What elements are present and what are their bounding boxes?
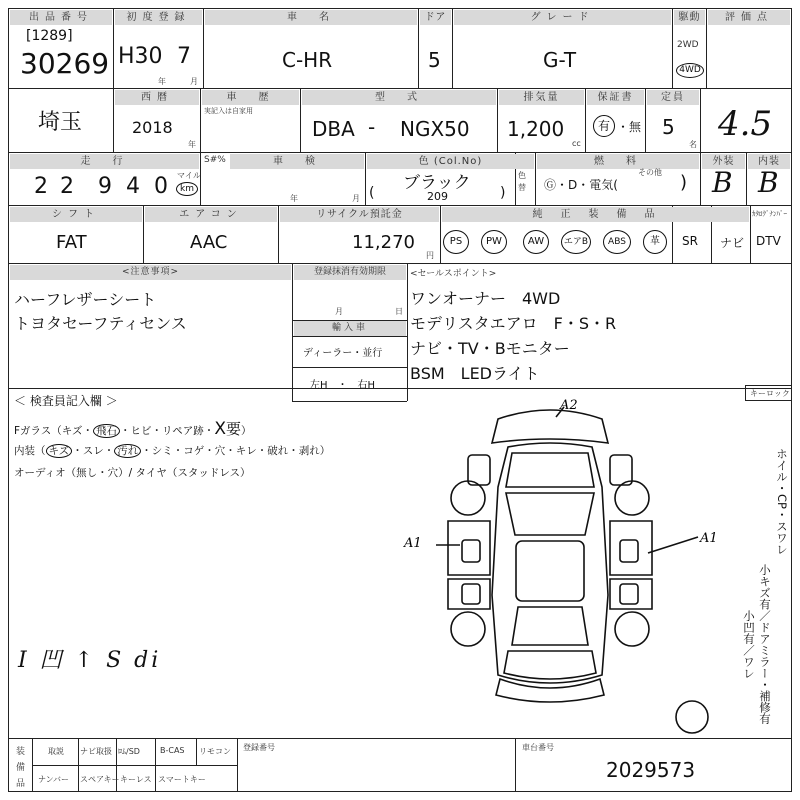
chassis-number: 2029573 (606, 758, 696, 782)
import-steering: 左H ・ 右H (310, 380, 376, 391)
header-car-name: 車 名 (205, 10, 417, 25)
inspector-title: ＜ 検査員記入欄 ＞ (14, 394, 118, 408)
reg-no-label: 登録番号 (243, 743, 275, 752)
equip-airbag: エアB (561, 230, 591, 254)
equip-abs: ABS (603, 230, 631, 254)
mileage-mile-label: マイル (177, 171, 201, 180)
bottom-row-label-2: 備 (16, 763, 26, 773)
interior-grade: B (758, 166, 779, 199)
header-catalog: ｶﾀﾛｸﾞﾅﾝﾊﾞｰ (752, 210, 787, 218)
header-lot: 出品番号 (10, 10, 112, 25)
header-recycle: リサイクル預託金 (280, 207, 439, 222)
note-line-2: トヨタセーフティセンス (14, 314, 187, 333)
mileage-digit-1: 2 (34, 174, 48, 199)
header-displacement: 排気量 (499, 90, 584, 105)
shift-value: FAT (56, 232, 87, 253)
inspector-line-3: オーディオ（無し・穴）/ タイヤ（スタッドレス） (14, 467, 251, 479)
equip-pw: PW (481, 230, 507, 254)
reg-month-suffix: 月 (190, 77, 198, 86)
reg-expiry-day: 日 (395, 307, 403, 316)
header-type: 型 式 (302, 90, 496, 105)
equip-rom-sd: ﾛﾑ/SD (118, 747, 140, 756)
model-dash: - (368, 115, 376, 139)
equip-keyless: キーレス (120, 775, 152, 784)
header-mileage: 走 行 (10, 154, 199, 169)
mileage-s-mark: S#% (204, 155, 226, 165)
damage-mark-left: A1 (404, 536, 422, 551)
header-selling-points: <セールスポイント> (410, 269, 497, 279)
chassis-no-label: 車台番号 (522, 743, 554, 752)
model-year-suffix: 年 (188, 140, 196, 149)
header-equipment: 純 正 装 備 品 (442, 207, 749, 222)
bottom-row-label-1: 装 (16, 747, 26, 757)
damage-mark-front: A2 (560, 398, 578, 413)
capacity-unit: 名 (689, 140, 697, 149)
reg-expiry-month: 月 (335, 307, 343, 316)
header-doors: ドア (420, 10, 451, 25)
import-dealer: ディーラー・並行 (303, 348, 383, 359)
lot-number: 30269 (20, 47, 110, 80)
car-damage-diagram (380, 395, 725, 735)
equip-navi: ナビ (720, 236, 745, 250)
fuel-close: ) (680, 172, 688, 193)
header-exterior: 外装 (702, 154, 745, 169)
aircon-value: AAC (190, 232, 228, 253)
score-handwritten: 4.5 (718, 104, 773, 144)
reg-month: 7 (177, 44, 191, 69)
header-notes: <注意事項> (10, 265, 291, 280)
reg-era-year: H30 (118, 44, 163, 69)
header-grade: グレード (454, 10, 671, 25)
door-count: 5 (428, 48, 441, 72)
lot-code: [1289] (26, 28, 73, 44)
inspector-line-2: 内装（ キズ ・スレ・ 汚れ ・シミ・コゲ・穴・キレ・破れ・剥れ） (14, 445, 331, 457)
color-change-label: 色替 (518, 171, 526, 192)
mileage-km-circled: km (176, 182, 198, 196)
header-fuel: 燃 料 (537, 154, 699, 169)
displacement-value: 1,200 (507, 117, 565, 141)
header-color: 色 (Col.No) (367, 154, 534, 169)
mileage-digit-5: 0 (154, 174, 168, 199)
inspection-month: 月 (352, 194, 360, 203)
warranty-yes-circled: 有 (593, 115, 615, 137)
selling-point-3: ナビ・TV・Bモニター (410, 339, 570, 358)
color-open: ( (369, 185, 375, 201)
header-shift: シフト (10, 207, 142, 222)
header-import: 輸入車 (294, 321, 406, 336)
header-reg-date: 初度登録 (115, 10, 202, 25)
equip-navi-manual: ナビ取扱 (80, 747, 112, 756)
equip-aw: AW (523, 230, 549, 254)
color-close: ) (500, 185, 506, 201)
color-code: 209 (427, 190, 448, 203)
color-name: ブラック (403, 173, 471, 193)
warranty-no: ・無 (617, 120, 642, 134)
inspection-year: 年 (290, 194, 298, 203)
header-drive: 駆動 (674, 10, 705, 25)
header-year: 西暦 (115, 90, 199, 105)
recycle-fee: 11,270 (352, 232, 415, 253)
recycle-fee-unit: 円 (426, 251, 434, 260)
equip-sr: SR (682, 234, 698, 248)
side-note-3: 小凹有／ワレ (742, 610, 756, 679)
mileage-digit-2: 2 (60, 174, 74, 199)
note-line-1: ハーフレザーシート (14, 290, 157, 309)
inspector-line-1: Fガラス（キズ・ 飛石 ・ヒビ・リペア跡・X要） (14, 419, 252, 439)
drive-2wd: 2WD (677, 40, 699, 50)
header-warranty: 保証書 (587, 90, 644, 105)
capacity-value: 5 (662, 115, 675, 139)
reg-year-suffix: 年 (158, 77, 166, 86)
drive-4wd-circled: 4WD (676, 63, 704, 78)
fuel-other-label: その他 (638, 168, 662, 177)
header-inspection: 車 検 (230, 154, 364, 169)
mileage-digit-3: 9 (98, 174, 112, 199)
selling-point-1: ワンオーナー 4WD (410, 289, 561, 308)
selling-point-4: BSM LEDライト (410, 364, 540, 383)
exterior-grade: B (712, 166, 733, 199)
displacement-unit: cc (572, 139, 581, 148)
side-note-4: 補修有 (758, 690, 772, 725)
damage-mark-right: A1 (700, 531, 718, 546)
header-aircon: エアコン (145, 207, 277, 222)
equip-number-plate: ナンバー (38, 775, 70, 784)
key-lock-label: キーロック (750, 389, 790, 398)
model-prefix: DBA (312, 117, 355, 141)
equip-bcas: B-CAS (160, 746, 185, 755)
car-name: C-HR (282, 48, 333, 72)
region: 埼玉 (38, 110, 83, 135)
bottom-row-label-3: 品 (16, 779, 26, 789)
equip-remote: リモコン (199, 747, 231, 756)
fuel-options: Ⓖ・D・電気( (544, 178, 618, 192)
header-reg-expiry: 登録抹消有効期限 (294, 265, 406, 280)
selling-point-2: モデリスタエアロ F・S・R (410, 314, 617, 333)
side-note-2: 小キズ有／ドアミラー・ (758, 564, 772, 691)
equip-ps: PS (443, 230, 469, 254)
model-year: 2018 (132, 118, 173, 137)
vehicle-history-note: 実記入は自家用 (204, 107, 253, 115)
header-score: 評価点 (708, 10, 790, 25)
side-note-1: ホイル・CP・スワレ (775, 448, 789, 555)
mileage-digit-4: 4 (126, 174, 140, 199)
equip-dtv: DTV (756, 234, 781, 248)
inspector-handwriting: I 凹 ↑ S di (18, 648, 162, 673)
header-interior: 内装 (748, 154, 790, 169)
equip-smart-key: スマートキー (158, 775, 206, 784)
grade: G-T (543, 48, 577, 72)
equip-spare-key: スペアキー (80, 775, 120, 784)
header-vehicle-history: 車 歴 (202, 90, 299, 105)
model-code: NGX50 (400, 117, 470, 141)
equip-leather: 革 (643, 230, 667, 254)
header-capacity: 定員 (647, 90, 699, 105)
equip-manual: 取説 (48, 747, 64, 756)
